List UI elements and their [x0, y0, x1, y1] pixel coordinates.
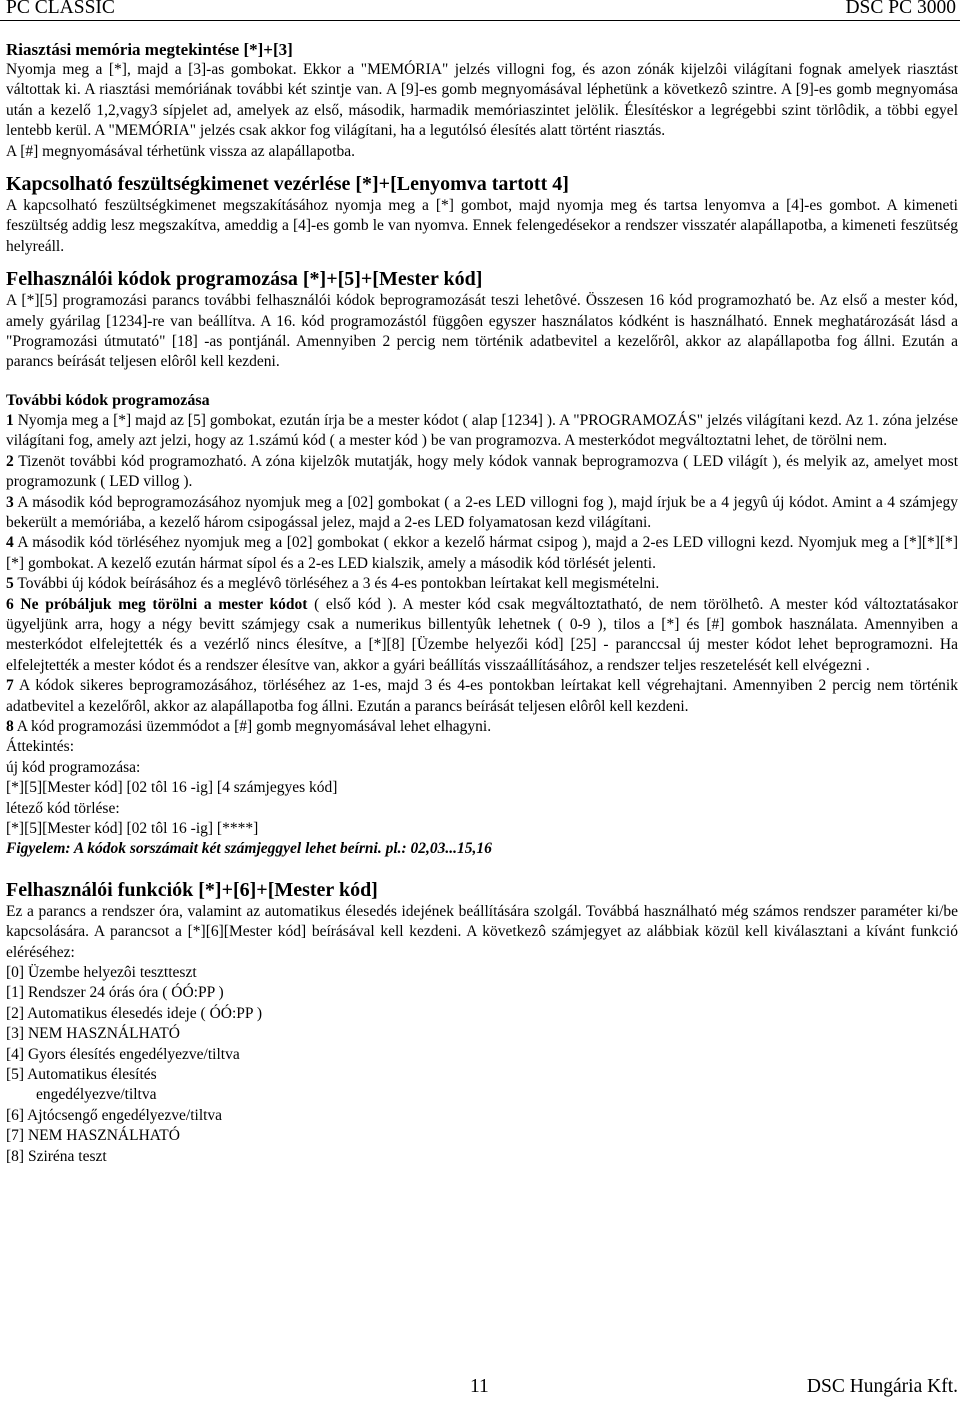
option-item: [3] NEM HASZNÁLHATÓ [6, 1025, 180, 1043]
option-item: [8] Sziréna teszt [6, 1147, 107, 1165]
summary-line: [*][5][Mester kód] [02 tôl 16 -ig] [****] [6, 820, 259, 837]
list-item: 3 A második kód beprogramozásához nyomjuk meg a [02] gombokat ( a 2-es LED villogni fog ), majd írjuk be a 4 jegyû új kódot. Amint a 4 számjegy bekerült a memóriába, a kezelő három csipogással jelez, majd a 2-es LED folyamatosan kezd világítani. [6, 493, 958, 531]
option-item: engedélyezve/tiltva [36, 1086, 157, 1104]
option-item: [4] Gyors élesítés engedélyezve/tiltva [6, 1045, 240, 1063]
list-item: 5 További új kódok beírásához és a meglévô törléséhez a 3 és 4-es pontokban leírtakat kell megismételni. [6, 575, 660, 593]
list-item: 8 A kód programozási üzemmódot a [#] gomb megnyomásával lehet elhagyni. [6, 717, 492, 735]
summary-line: Áttekintés: [6, 738, 75, 756]
summary-line: új kód programozása: [6, 758, 141, 776]
option-item: [0] Üzembe helyezôi tesztteszt [6, 964, 197, 982]
header-model: DSC PC 3000 [845, 0, 956, 18]
section-title-output: Kapcsolható feszültségkimenet vezérlése [*]+[Lenyomva tartott 4] [6, 173, 569, 196]
section-title-more-codes: További kódok programozása [6, 391, 210, 409]
list-item: 1 Nyomja meg a [*] majd az [5] gombokat, ezután írja be a mester kódot ( alap [1234] ). A "PROGRAMOZÁS" jelzés világítani kezd. Az 1. zóna jelzése világítani fog, amely azt jelzi, hogy az 1.számú kód ( a mester kód ) be van programozva. A mesterkódot megváltoztatni lehet, de törölni nem. [6, 411, 958, 450]
option-item: [2] Automatikus élesedés ideje ( ÓÓ:PP ) [6, 1004, 262, 1022]
page-footer [0, 1376, 960, 1400]
document-body [6, 40, 958, 1167]
alarm-memory-text: Nyomja meg a [*], majd a [3]-as gombokat. Ekkor a "MEMÓRIA" jelzés villogni fog, és azon zónák kijelzôi világítani fognak amelyek riasztást váltottak ki. A riasztási memóriának további két szintje van. A [9]-es gomb megnyomásával léphetünk a következô szintre. A [9]-es gomb megnyomása után a kezelő 1,2,vagy3 sípjelet ad, amelyek az első, második, harmadik memóriaszintet jelölik. Élesítéskor a legrégebbi szint törlôdik, a többi egyel lentebb kerül. A "MEMÓRIA" jelzés csak akkor fog világítani, ha a legutólsó élesítés alatt történt riasztás. [6, 61, 958, 140]
page-header [0, 0, 960, 21]
output-text: A kapcsolható feszültségkimenet megszakításához nyomja meg a [*] gombot, majd nyomja meg és tartsa lenyomva a [4]-es gombot. A kimeneti feszültség addig lesz megszakítva, ameddig a [4]-es gomb le van nyomva. Ennek felengedésekor a rendszer visszatér alapállapotba, a kimeneti feszütség helyreáll. [6, 197, 958, 255]
user-codes-text: A [*][5] programozási parancs további felhasználói kódok beprogramozását teszi lehetôvé. Összesen 16 kód programozható be. Az első a mester kód, amely gyárilag [1234]-re van beállítva. A 16. kód programozástól függôen egyszer használatos kódként is használható. Ennek meghatározását lásd a "Programozási útmutató" [18] -as pontjánál. Amennyiben 2 percig nem történik adatbevitel a kezelőrôl, akkor az alapállapotba fog állni. Ezután a parancs beírását teljesen elôrôl kell kezdeni. [6, 292, 958, 371]
option-item: [6] Ajtócsengő engedélyezve/tiltva [6, 1106, 223, 1124]
page-number: 11 [470, 1376, 489, 1397]
user-functions-text: Ez a parancs a rendszer óra, valamint az automatikus élesedés idejének beállítására szolgál. Továbbá használható még számos rendszer paraméter ki/be kapcsolására. A parancsot a [*][6][Mester kód] beírásával kell kezdeni. A következô számjegyet az alábbiak közül kell kiválasztani a kívánt funkció eléréséhez: [6, 902, 958, 961]
section-title-user-codes: Felhasználói kódok programozása [*]+[5]+[Mester kód] [6, 268, 483, 291]
summary-line: [*][5][Mester kód] [02 tôl 16 -ig] [4 számjegyes kód] [6, 779, 338, 797]
header-product: PC CLASSIC [6, 0, 115, 18]
list-item: 4 A második kód törléséhez nyomjuk meg a [02] gombokat ( ekkor a kezelő hármat csipog ), majd a 2-es LED villogni kezd. Nyomjuk meg a [*][*][*][*] gombokat. A kezelő ezután hármat sípol és a 2-es LED kialszik, amely a második kód törlését jelenti. [6, 534, 958, 572]
footer-company: DSC Hungária Kft. [806, 1376, 958, 1397]
list-item: 6 Ne próbáljuk meg törölni a mester kódot ( első kód ). A mester kód csak megváltoztatható, de nem törölhetô. A mester kód változtatásakor ügyeljünk arra, hogy a négy bevitt számjegy csak a numerikus billentyûk lehetnek ( 0-9 ), tilos a [*] és [#] gombok használata. Amennyiben a mesterkódot elfelejtették és a vezérlő nincs élesítve, a [*][8] [Üzembe helyezői kód] [25] - paranccsal új mester kódot lehet beprogramozni. Ha elfelejtették a mester kódot és a rendszer élesítve van, akkor a gyári beállítás visszaállításához, a rendszer teljes reszetelését kell elvégezni . [6, 595, 958, 674]
option-item: [5] Automatikus élesítés [6, 1066, 157, 1084]
section-title-user-functions: Felhasználói funkciók [*]+[6]+[Mester kód] [6, 878, 378, 901]
summary-line: létező kód törlése: [6, 799, 120, 817]
option-item: [7] NEM HASZNÁLHATÓ [6, 1127, 180, 1145]
section-title-alarm-memory: Riasztási memória megtekintése [*]+[3] [6, 40, 293, 59]
list-item: 2 Tizenöt további kód programozható. A zóna kijelzôk mutatják, hogy mely kódok vannak beprogramozva ( LED világít ), és melyik az, amelyet most programozunk ( LED villog ). [6, 452, 958, 491]
warning-note: Figyelem: A kódok sorszámait két számjeggyel lehet beírni. pl.: 02,03...15,16 [6, 840, 492, 858]
option-item: [1] Rendszer 24 órás óra ( ÓÓ:PP ) [6, 984, 224, 1002]
list-item: 7 A kódok sikeres beprogramozásához, törléséhez az 1-es, majd 3 és 4-es pontokban leírtakat kell végrehajtani. Amennyiben 2 percig nem történik adatbevitel a kezelőrôl, akkor az alapállapotba fog állni. Ezután a parancs beírását teljesen elôrôl kell kezdeni. [6, 677, 958, 715]
alarm-memory-return: A [#] megnyomásával térhetünk vissza az alapállapotba. [6, 142, 356, 160]
